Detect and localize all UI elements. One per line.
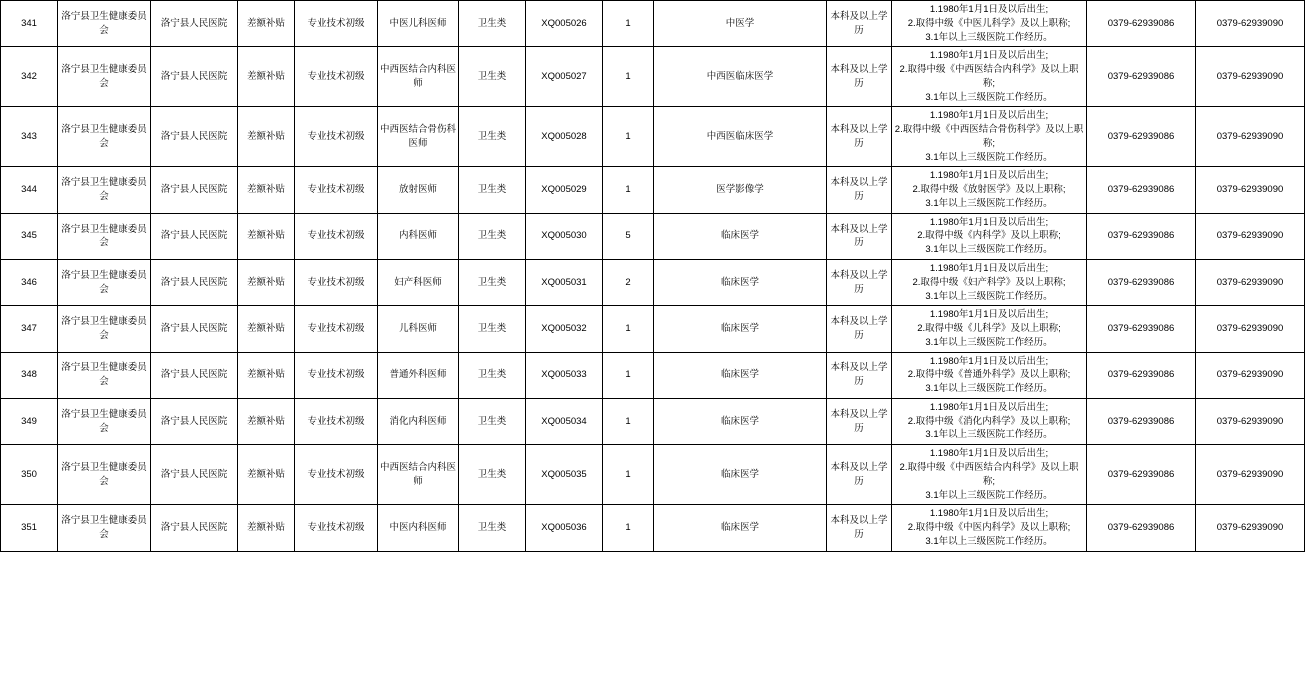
row-department: 洛宁县卫生健康委员会	[58, 398, 151, 444]
row-headcount: 1	[603, 505, 654, 551]
row-nature: 差额补贴	[238, 47, 295, 107]
row-headcount: 5	[603, 213, 654, 259]
row-education: 本科及以上学历	[827, 445, 892, 505]
row-other-conditions	[892, 167, 1087, 213]
condition-line: 3.1年以上三级医院工作经历。	[925, 31, 1053, 43]
row-phone-secondary: 0379-62939090	[1196, 47, 1305, 107]
row-post-code: XQ005035	[526, 445, 603, 505]
row-post-category: 卫生类	[459, 167, 526, 213]
row-education: 本科及以上学历	[827, 306, 892, 352]
row-post-category: 卫生类	[459, 260, 526, 306]
row-other-conditions	[892, 1, 1087, 47]
row-post-code: XQ005031	[526, 260, 603, 306]
row-post-name: 普通外科医师	[378, 352, 459, 398]
row-serial-number: 342	[1, 47, 58, 107]
row-level: 专业技术初级	[295, 107, 378, 167]
condition-line: 3.1年以上三级医院工作经历。	[925, 336, 1053, 348]
condition-line: 1.1980年1月1日及以后出生;	[929, 216, 1049, 228]
row-unit: 洛宁县人民医院	[151, 445, 238, 505]
row-other-conditions	[892, 398, 1087, 444]
row-level: 专业技术初级	[295, 167, 378, 213]
condition-line: 2.取得中级《放射医学》及以上职称;	[912, 184, 1066, 196]
row-department: 洛宁县卫生健康委员会	[58, 213, 151, 259]
row-phone-secondary: 0379-62939090	[1196, 213, 1305, 259]
row-post-name: 内科医师	[378, 213, 459, 259]
row-post-code: XQ005036	[526, 505, 603, 551]
row-serial-number: 346	[1, 260, 58, 306]
row-headcount: 1	[603, 306, 654, 352]
row-department: 洛宁县卫生健康委员会	[58, 306, 151, 352]
row-serial-number: 348	[1, 352, 58, 398]
row-level: 专业技术初级	[295, 1, 378, 47]
row-major: 中西医临床医学	[654, 107, 827, 167]
row-post-category: 卫生类	[459, 505, 526, 551]
condition-line: 1.1980年1月1日及以后出生;	[929, 448, 1049, 460]
row-level: 专业技术初级	[295, 445, 378, 505]
row-phone-secondary: 0379-62939090	[1196, 306, 1305, 352]
condition-line: 3.1年以上三级医院工作经历。	[925, 244, 1053, 256]
row-serial-number: 350	[1, 445, 58, 505]
condition-line: 1.1980年1月1日及以后出生;	[929, 110, 1049, 122]
row-serial-number: 351	[1, 505, 58, 551]
table-row	[1, 1, 1305, 47]
row-department: 洛宁县卫生健康委员会	[58, 260, 151, 306]
row-headcount: 1	[603, 47, 654, 107]
condition-line: 1.1980年1月1日及以后出生;	[929, 50, 1049, 62]
row-post-code: XQ005028	[526, 107, 603, 167]
row-unit: 洛宁县人民医院	[151, 306, 238, 352]
condition-line: 3.1年以上三级医院工作经历。	[925, 489, 1053, 501]
row-nature: 差额补贴	[238, 505, 295, 551]
row-phone-primary: 0379-62939086	[1087, 167, 1196, 213]
row-post-category: 卫生类	[459, 107, 526, 167]
row-major: 临床医学	[654, 352, 827, 398]
row-education: 本科及以上学历	[827, 47, 892, 107]
row-headcount: 1	[603, 167, 654, 213]
row-unit: 洛宁县人民医院	[151, 213, 238, 259]
table-row	[1, 505, 1305, 551]
condition-line: 3.1年以上三级医院工作经历。	[925, 429, 1053, 441]
row-level: 专业技术初级	[295, 260, 378, 306]
row-phone-primary: 0379-62939086	[1087, 1, 1196, 47]
row-major: 临床医学	[654, 213, 827, 259]
row-phone-primary: 0379-62939086	[1087, 445, 1196, 505]
row-other-conditions	[892, 306, 1087, 352]
condition-line: 1.1980年1月1日及以后出生;	[929, 170, 1049, 182]
row-department: 洛宁县卫生健康委员会	[58, 107, 151, 167]
row-post-name: 中西医结合内科医师	[378, 47, 459, 107]
row-post-name: 消化内科医师	[378, 398, 459, 444]
row-phone-secondary: 0379-62939090	[1196, 107, 1305, 167]
row-serial-number: 349	[1, 398, 58, 444]
row-education: 本科及以上学历	[827, 1, 892, 47]
row-unit: 洛宁县人民医院	[151, 167, 238, 213]
row-post-code: XQ005026	[526, 1, 603, 47]
row-education: 本科及以上学历	[827, 398, 892, 444]
table-row	[1, 260, 1305, 306]
row-nature: 差额补贴	[238, 260, 295, 306]
row-other-conditions	[892, 260, 1087, 306]
row-post-category: 卫生类	[459, 47, 526, 107]
condition-line: 1.1980年1月1日及以后出生;	[929, 508, 1049, 520]
row-other-conditions	[892, 505, 1087, 551]
row-phone-secondary: 0379-62939090	[1196, 398, 1305, 444]
row-level: 专业技术初级	[295, 213, 378, 259]
row-nature: 差额补贴	[238, 352, 295, 398]
row-nature: 差额补贴	[238, 107, 295, 167]
table-row	[1, 352, 1305, 398]
row-unit: 洛宁县人民医院	[151, 1, 238, 47]
row-education: 本科及以上学历	[827, 260, 892, 306]
row-post-name: 中西医结合骨伤科医师	[378, 107, 459, 167]
row-other-conditions	[892, 213, 1087, 259]
row-headcount: 1	[603, 107, 654, 167]
row-major: 临床医学	[654, 260, 827, 306]
table-row	[1, 107, 1305, 167]
row-major: 中医学	[654, 1, 827, 47]
table-body	[1, 1, 1305, 552]
row-phone-secondary: 0379-62939090	[1196, 505, 1305, 551]
row-post-name: 儿科医师	[378, 306, 459, 352]
row-post-category: 卫生类	[459, 352, 526, 398]
condition-line: 2.取得中级《中医内科学》及以上职称;	[907, 522, 1071, 534]
row-headcount: 1	[603, 445, 654, 505]
condition-line: 2.取得中级《妇产科学》及以上职称;	[912, 276, 1066, 288]
row-serial-number: 341	[1, 1, 58, 47]
row-post-name: 中医儿科医师	[378, 1, 459, 47]
condition-line: 3.1年以上三级医院工作经历。	[925, 535, 1053, 547]
row-phone-primary: 0379-62939086	[1087, 352, 1196, 398]
condition-line: 2.取得中级《中西医结合内科学》及以上职称;	[899, 461, 1079, 487]
row-headcount: 1	[603, 352, 654, 398]
row-department: 洛宁县卫生健康委员会	[58, 505, 151, 551]
condition-line: 3.1年以上三级医院工作经历。	[925, 197, 1053, 209]
row-major: 临床医学	[654, 398, 827, 444]
row-serial-number: 344	[1, 167, 58, 213]
row-level: 专业技术初级	[295, 47, 378, 107]
row-phone-secondary: 0379-62939090	[1196, 352, 1305, 398]
row-department: 洛宁县卫生健康委员会	[58, 445, 151, 505]
row-unit: 洛宁县人民医院	[151, 260, 238, 306]
condition-line: 3.1年以上三级医院工作经历。	[925, 151, 1053, 163]
row-unit: 洛宁县人民医院	[151, 505, 238, 551]
condition-line: 3.1年以上三级医院工作经历。	[925, 383, 1053, 395]
row-phone-secondary: 0379-62939090	[1196, 1, 1305, 47]
row-level: 专业技术初级	[295, 352, 378, 398]
row-level: 专业技术初级	[295, 398, 378, 444]
row-unit: 洛宁县人民医院	[151, 352, 238, 398]
row-department: 洛宁县卫生健康委员会	[58, 47, 151, 107]
row-phone-primary: 0379-62939086	[1087, 260, 1196, 306]
condition-line: 1.1980年1月1日及以后出生;	[929, 355, 1049, 367]
row-major: 临床医学	[654, 306, 827, 352]
row-education: 本科及以上学历	[827, 167, 892, 213]
row-headcount: 1	[603, 398, 654, 444]
row-phone-secondary: 0379-62939090	[1196, 167, 1305, 213]
row-nature: 差额补贴	[238, 1, 295, 47]
row-department: 洛宁县卫生健康委员会	[58, 352, 151, 398]
row-major: 临床医学	[654, 445, 827, 505]
row-department: 洛宁县卫生健康委员会	[58, 167, 151, 213]
condition-line: 2.取得中级《消化内科学》及以上职称;	[907, 415, 1071, 427]
row-other-conditions	[892, 445, 1087, 505]
table-row	[1, 167, 1305, 213]
row-post-category: 卫生类	[459, 445, 526, 505]
row-nature: 差额补贴	[238, 167, 295, 213]
condition-line: 2.取得中级《内科学》及以上职称;	[917, 230, 1061, 242]
table-row	[1, 213, 1305, 259]
row-unit: 洛宁县人民医院	[151, 47, 238, 107]
row-post-code: XQ005034	[526, 398, 603, 444]
condition-line: 2.取得中级《中西医结合骨伤科学》及以上职称;	[894, 124, 1084, 149]
row-major: 中西医临床医学	[654, 47, 827, 107]
row-education: 本科及以上学历	[827, 213, 892, 259]
row-unit: 洛宁县人民医院	[151, 398, 238, 444]
row-post-category: 卫生类	[459, 398, 526, 444]
row-education: 本科及以上学历	[827, 505, 892, 551]
condition-line: 1.1980年1月1日及以后出生;	[929, 4, 1049, 15]
row-post-name: 放射医师	[378, 167, 459, 213]
row-phone-primary: 0379-62939086	[1087, 107, 1196, 167]
condition-line: 2.取得中级《普通外科学》及以上职称;	[907, 369, 1071, 381]
row-serial-number: 345	[1, 213, 58, 259]
table-row	[1, 306, 1305, 352]
row-post-category: 卫生类	[459, 213, 526, 259]
row-level: 专业技术初级	[295, 505, 378, 551]
row-other-conditions	[892, 352, 1087, 398]
row-phone-primary: 0379-62939086	[1087, 213, 1196, 259]
row-phone-secondary: 0379-62939090	[1196, 260, 1305, 306]
row-post-category: 卫生类	[459, 1, 526, 47]
row-serial-number: 347	[1, 306, 58, 352]
table-row	[1, 47, 1305, 107]
condition-line: 1.1980年1月1日及以后出生;	[929, 263, 1049, 275]
row-phone-primary: 0379-62939086	[1087, 505, 1196, 551]
row-post-name: 中医内科医师	[378, 505, 459, 551]
condition-line: 3.1年以上三级医院工作经历。	[925, 91, 1053, 103]
row-nature: 差额补贴	[238, 398, 295, 444]
row-phone-primary: 0379-62939086	[1087, 47, 1196, 107]
row-post-code: XQ005032	[526, 306, 603, 352]
table-row	[1, 398, 1305, 444]
row-education: 本科及以上学历	[827, 107, 892, 167]
row-phone-primary: 0379-62939086	[1087, 306, 1196, 352]
row-post-code: XQ005027	[526, 47, 603, 107]
row-department: 洛宁县卫生健康委员会	[58, 1, 151, 47]
row-phone-secondary: 0379-62939090	[1196, 445, 1305, 505]
row-headcount: 2	[603, 260, 654, 306]
condition-line: 2.取得中级《中医儿科学》及以上职称;	[907, 17, 1071, 29]
row-post-code: XQ005033	[526, 352, 603, 398]
condition-line: 3.1年以上三级医院工作经历。	[925, 290, 1053, 302]
row-post-code: XQ005030	[526, 213, 603, 259]
row-headcount: 1	[603, 1, 654, 47]
condition-line: 1.1980年1月1日及以后出生;	[929, 309, 1049, 321]
row-other-conditions	[892, 47, 1087, 107]
row-unit: 洛宁县人民医院	[151, 107, 238, 167]
row-post-name: 妇产科医师	[378, 260, 459, 306]
row-post-name: 中西医结合内科医师	[378, 445, 459, 505]
row-education: 本科及以上学历	[827, 352, 892, 398]
condition-line: 2.取得中级《儿科学》及以上职称;	[917, 323, 1061, 335]
table-row	[1, 445, 1305, 505]
row-nature: 差额补贴	[238, 213, 295, 259]
row-post-code: XQ005029	[526, 167, 603, 213]
row-major: 医学影像学	[654, 167, 827, 213]
condition-line: 2.取得中级《中西医结合内科学》及以上职称;	[899, 64, 1079, 89]
row-post-category: 卫生类	[459, 306, 526, 352]
row-nature: 差额补贴	[238, 306, 295, 352]
row-serial-number: 343	[1, 107, 58, 167]
row-major: 临床医学	[654, 505, 827, 551]
row-nature: 差额补贴	[238, 445, 295, 505]
row-other-conditions	[892, 107, 1087, 167]
row-phone-primary: 0379-62939086	[1087, 398, 1196, 444]
row-level: 专业技术初级	[295, 306, 378, 352]
condition-line: 1.1980年1月1日及以后出生;	[929, 401, 1049, 413]
